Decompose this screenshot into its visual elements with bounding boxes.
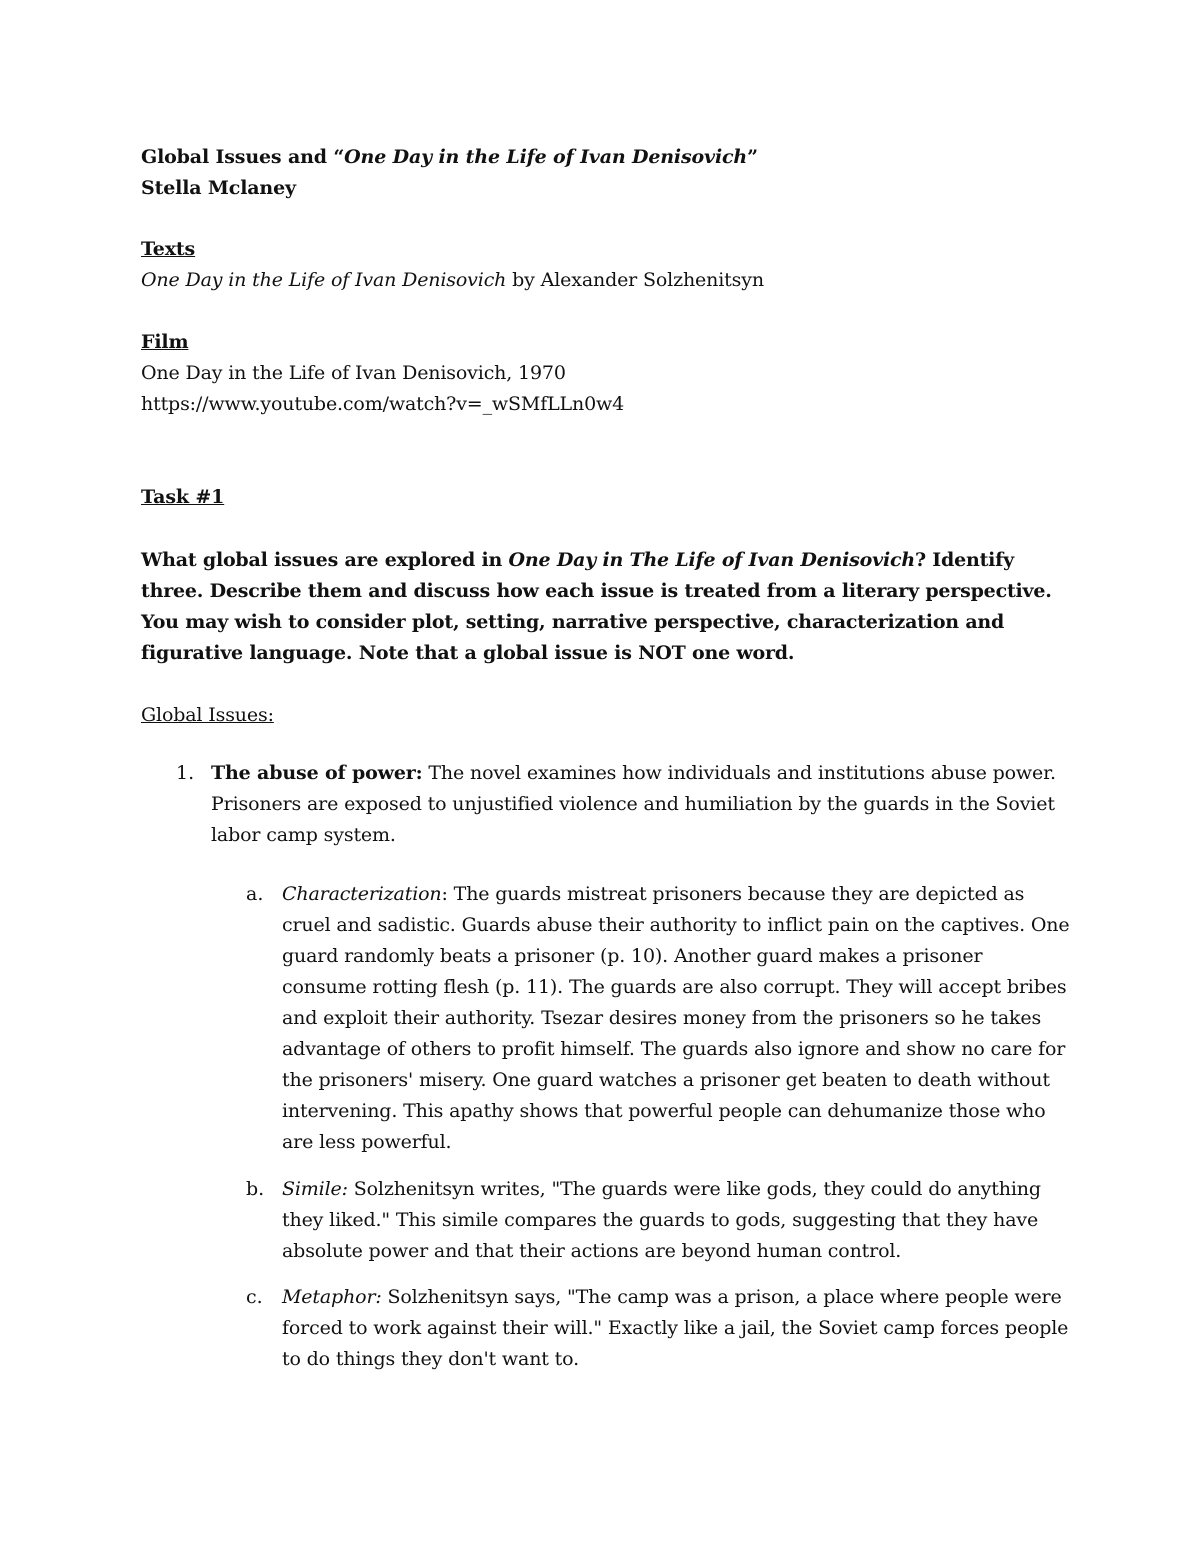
film-title: One Day in the Life of Ivan Denisovich, 1970 — [141, 362, 566, 384]
list-item-text: The novel examines how individuals and institutions abuse power. Prisoners are exposed to unjustified violence and humiliation by the guards in the Soviet labor camp system. — [211, 762, 1056, 846]
subitem-label: Metaphor: — [282, 1286, 382, 1308]
task-question — [141, 545, 1061, 669]
book-byline: by Alexander Solzhenitsyn — [506, 269, 764, 291]
title-prefix: Global Issues and “ — [141, 146, 345, 168]
list-item-title: The abuse of power: — [211, 762, 423, 784]
subitem-letter: a. — [246, 883, 264, 905]
question-italic: One Day in The Life of Ivan Denisovich — [508, 549, 915, 571]
film-heading: Film — [141, 331, 189, 353]
question-part-b: ? Identify three. Describe them and discuss how each issue is treated from a literary perspective. You may wish to consider plot, setting, narrative perspective, characterization and figurative language. Note that a global issue is NOT one word. — [141, 549, 1052, 664]
list-item — [211, 758, 1081, 851]
subitem-text: Solzhenitsyn writes, "The guards were like gods, they could do anything they liked." This simile compares the guards to gods, suggesting that they have absolute power and that their actions are beyond human control. — [282, 1178, 1041, 1262]
list-item-number: 1. — [176, 762, 195, 784]
subitem-text: Solzhenitsyn says, "The camp was a prison, a place where people were forced to work against their will." Exactly like a jail, the Soviet camp forces people to do things they don't want to. — [282, 1286, 1069, 1370]
film-url: https://www.youtube.com/watch?v=_wSMfLLn0w4 — [141, 393, 625, 415]
task-heading: Task #1 — [141, 486, 225, 508]
document-title — [141, 142, 758, 173]
subitem-letter: b. — [246, 1178, 265, 1200]
subitem-label: Characterization — [282, 883, 442, 905]
title-suffix: ” — [747, 146, 758, 168]
subitem-simile — [282, 1174, 1072, 1267]
title-italic: One Day in the Life of Ivan Denisovich — [344, 146, 748, 168]
subitem-label: Simile: — [282, 1178, 348, 1200]
texts-entry — [141, 265, 764, 296]
subitem-letter: c. — [246, 1286, 263, 1308]
author-name: Stella Mclaney — [141, 177, 296, 199]
subitem-metaphor — [282, 1282, 1072, 1375]
subitem-characterization — [282, 879, 1072, 1158]
question-part-a: What global issues are explored in — [141, 549, 509, 571]
texts-heading: Texts — [141, 238, 196, 260]
book-title: One Day in the Life of Ivan Denisovich — [141, 269, 507, 291]
subitem-text: : The guards mistreat prisoners because they are depicted as cruel and sadistic. Guards abuse their authority to inflict pain on the captives. One guard randomly beats a prisoner (p. 10). Another guard makes a prisoner consume rotting flesh (p. 11). The guards are also corrupt. They will accept bribes and exploit their authority. Tsezar desires money from the prisoners so he takes advantage of others to profit himself. The guards also ignore and show no care for the prisoners' misery. One guard watches a prisoner get beaten to death without intervening. This apathy shows that powerful people can dehumanize those who are less powerful. — [282, 883, 1070, 1153]
global-issues-heading: Global Issues: — [141, 704, 274, 726]
